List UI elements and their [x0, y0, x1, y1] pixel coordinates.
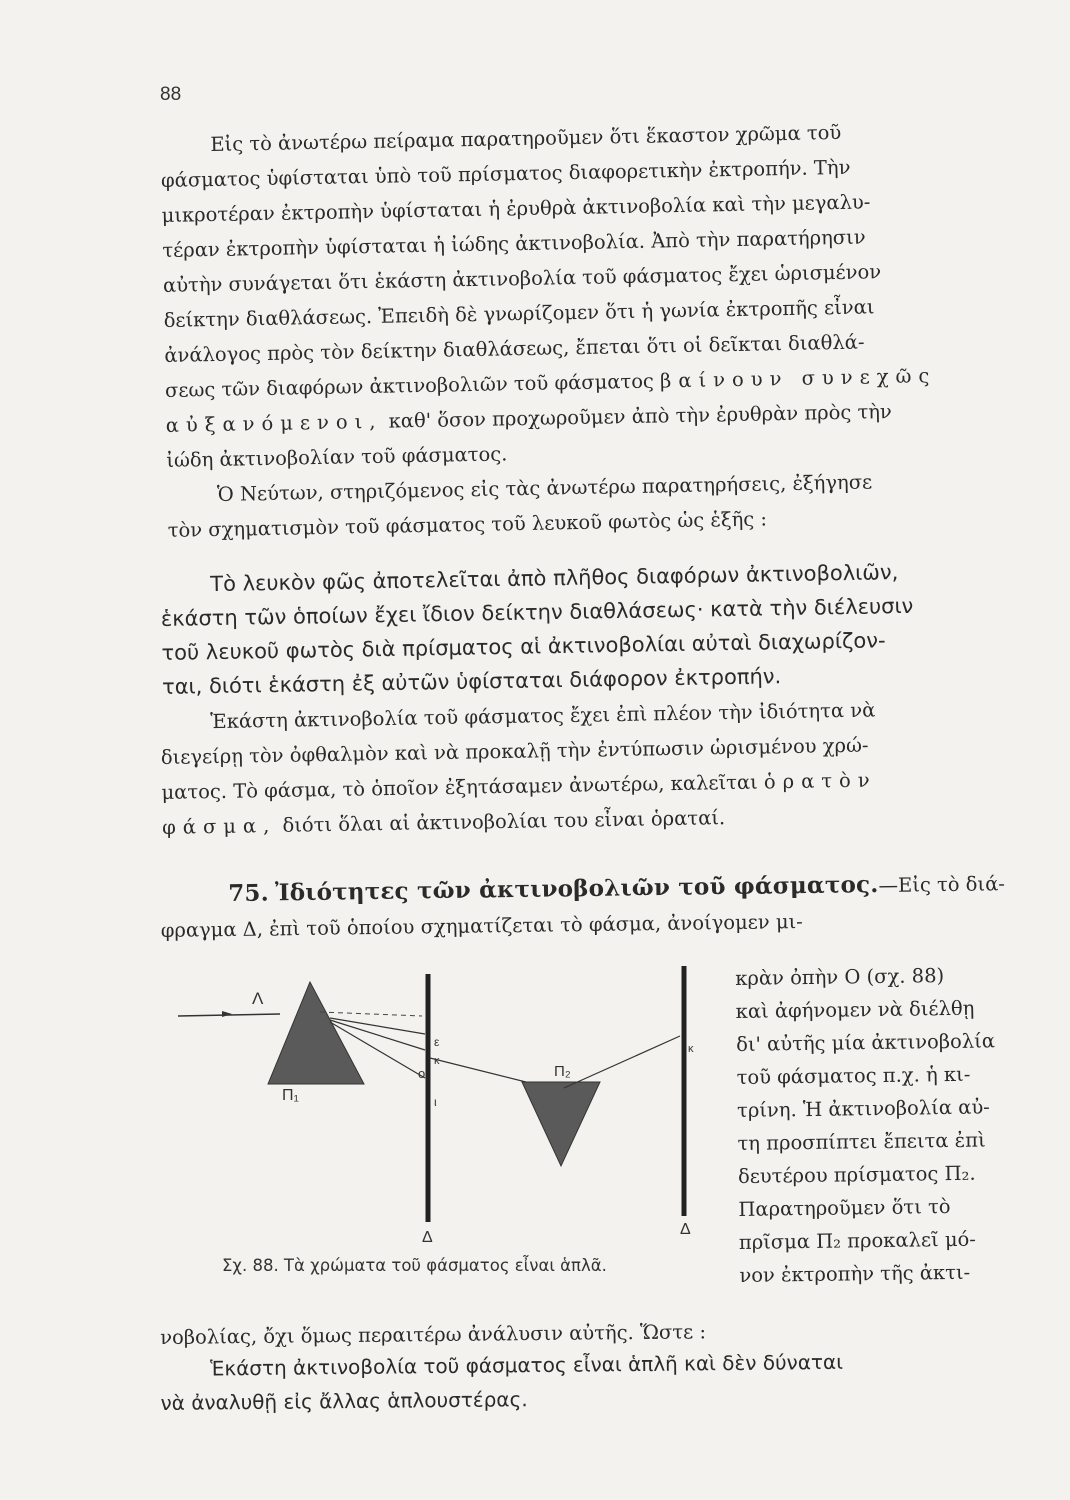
label-epsilon: ε — [434, 1035, 440, 1049]
emphasis-spaced: ὁρατὸν — [763, 768, 877, 794]
label-lambda: Λ — [252, 989, 264, 1008]
text-line: φραγμα Δ, ἐπὶ τοῦ ὁποίου σχηματίζεται τὸ φάσμα, ἀνοίγομεν μι- — [160, 910, 803, 942]
text-line: φάσματος ὑφίσταται ὑπὸ τοῦ πρίσματος διαφορετικὴν ἐκτροπήν. Τὴν — [160, 155, 851, 192]
text-line: τέραν ἐκτροπὴν ὑφίσταται ἡ ἰώδης ἀκτινοβολία. Ἀπὸ τὴν παρατήρησιν — [162, 225, 866, 262]
label-delta-1: Δ — [422, 1229, 433, 1246]
ray-deflected — [564, 1036, 680, 1088]
label-omicron: ο — [418, 1066, 426, 1081]
text-line: δείκτην διαθλάσεως. Ἐπειδὴ δὲ γνωρίζομεν ὅτι ἡ γωνία ἐκτροπῆς εἶναι — [163, 295, 875, 332]
label-kappa-1: κ — [434, 1055, 440, 1067]
text-line: αὐτὴν συνάγεται ὅτι ἑκάστη ἀκτινοβολία τοῦ φάσματος ἔχει ὡρισμένον — [162, 260, 882, 297]
text-line: πρῖσμα Π₂ προκαλεῖ μό- — [738, 1227, 977, 1254]
section-75 — [160, 865, 1041, 948]
text-line: ἑκάστη τῶν ὁποίων ἔχει ἴδιον δείκτην διαθλάσεως· κατὰ τὴν διέλευσιν — [160, 593, 914, 631]
text-line: Ἑκάστη ἀκτινοβολία τοῦ φάσματος ἔχει ἐπὶ πλέον τὴν ἰδιότητα νὰ — [210, 698, 876, 734]
text-line: ἀνάλογος πρὸς τὸν δείκτην διαθλάσεως, ἔπεται ὅτι οἱ δεῖκται διαθλά- — [164, 330, 865, 367]
text-line: μικροτέραν ἐκτροπὴν ὑφίσταται ἡ ἐρυθρὰ ἀκτινοβολία καὶ τὴν μεγαλυ- — [161, 190, 871, 227]
text-line: ἰώδη ἀκτινοβολίαν τοῦ φάσματος. — [166, 442, 508, 472]
text-line: τὸν σχηματισμὸν τοῦ φάσματος τοῦ λευκοῦ φωτὸς ὡς ἑξῆς : — [167, 507, 768, 542]
dashed-guide — [320, 1012, 422, 1016]
label-kappa-2: κ — [688, 1043, 694, 1055]
text-span: σεως τῶν διαφόρων ἀκτινοβολιῶν τοῦ φάσματος — [164, 369, 655, 402]
text-line: Ὁ Νεύτων, στηριζόμενος εἰς τὰς ἀνωτέρω παρατηρήσεις, ἐξήγησε — [216, 470, 873, 506]
text-line: τοῦ φάσματος π.χ. ἡ κι- — [736, 1062, 971, 1089]
section-tail-line: νοβολίας, ὄχι ὅμως περαιτέρω ἀνάλυσιν αὐτῆς. Ὥστε : — [160, 1320, 707, 1349]
ray-yellow — [330, 1020, 425, 1050]
text-line: δευτέρου πρίσματος Π₂. — [737, 1161, 976, 1188]
text-span: διότι ὅλαι αἱ ἀκτινοβολίαι του εἶναι ὁραταί. — [282, 806, 726, 837]
text-line: διεγείρῃ τὸν ὀφθαλμὸν καὶ νὰ προκαλῇ τὴν ἐντύπωσιν ὡρισμένου χρώ- — [160, 733, 869, 769]
text-line: κρὰν ὀπὴν Ο (σχ. 88) — [735, 964, 945, 990]
text-span: —Εἰς τὸ διά- — [878, 872, 1006, 897]
text-line: ται, διότι ἑκάστη ἐξ αὐτῶν ὑφίσταται διάφορον ἐκτροπήν. — [161, 664, 782, 699]
text-line: δι' αὐτῆς μία ἀκτινοβολία — [735, 1029, 996, 1056]
label-iota: ι — [434, 1095, 437, 1109]
text-line: καὶ ἀφήνομεν νὰ διέλθῃ — [735, 996, 975, 1023]
label-delta-2: Δ — [680, 1221, 691, 1238]
text-line: τρίνη. Ἡ ἀκτινοβολία αὐ- — [736, 1095, 990, 1122]
text-span: καθ' ὅσον προχωροῦμεν ἀπὸ τὴν ἐρυθρὰν πρὸς τὴν — [388, 400, 893, 433]
text-line: Παρατηροῦμεν ὅτι τὸ — [738, 1195, 951, 1221]
text-span: ματος. Τὸ φάσμα, τὸ ὁποῖον ἐξητάσαμεν ἀνωτέρω, καλεῖται — [161, 770, 758, 804]
emphasis-spaced: φάσμα, — [161, 813, 277, 839]
page-number: 88 — [160, 84, 182, 105]
conclusion-block — [160, 1343, 1061, 1420]
figure-caption: Σχ. 88. Τὰ χρώματα τοῦ φάσματος εἶναι ἁπλᾶ. — [222, 1256, 607, 1275]
figure-88-diagram — [160, 960, 720, 1250]
text-line: Τὸ λευκὸν φῶς ἀποτελεῖται ἀπὸ πλῆθος διαφόρων ἀκτινοβολιῶν, — [210, 560, 899, 597]
text-line: τη προσπίπτει ἔπειτα ἐπὶ — [737, 1128, 986, 1155]
paragraph-3-emphasis — [160, 553, 1042, 704]
text-line: νον ἐκτροπὴν τῆς ἀκτι- — [739, 1260, 971, 1287]
text-line: νὰ ἀναλυθῇ εἰς ἄλλας ἁπλουστέρας. — [160, 1387, 528, 1415]
prism-2 — [522, 1082, 600, 1166]
ray-red — [330, 1018, 425, 1034]
figure-side-text — [735, 958, 1040, 1292]
section-number: 75. — [228, 879, 270, 908]
label-prism-1: Π₁ — [282, 1087, 299, 1104]
paragraph-1 — [160, 111, 1048, 548]
section-title: Ἰδιότητες τῶν ἀκτινοβολιῶν τοῦ φάσματος. — [274, 870, 879, 907]
emphasis-spaced: βαίνουν συνεχῶς — [659, 364, 937, 393]
text-line: Εἰς τὸ ἀνωτέρω πείραμα παρατηροῦμεν ὅτι ἕκαστον χρῶμα τοῦ — [210, 120, 842, 157]
text-line: τοῦ λευκοῦ φωτὸς διὰ πρίσματος αἱ ἀκτινοβολίαι αὐταὶ διαχωρίζον- — [161, 628, 886, 665]
text-line: Ἑκάστη ἀκτινοβολία τοῦ φάσματος εἶναι ἁπλῆ καὶ δὲν δύναται — [210, 1349, 844, 1381]
paragraph-4 — [160, 690, 1042, 845]
ray-arrow — [222, 1011, 232, 1017]
emphasis-spaced: αὐξανόμενοι, — [165, 409, 383, 437]
label-prism-2: Π₂ — [554, 1063, 571, 1080]
